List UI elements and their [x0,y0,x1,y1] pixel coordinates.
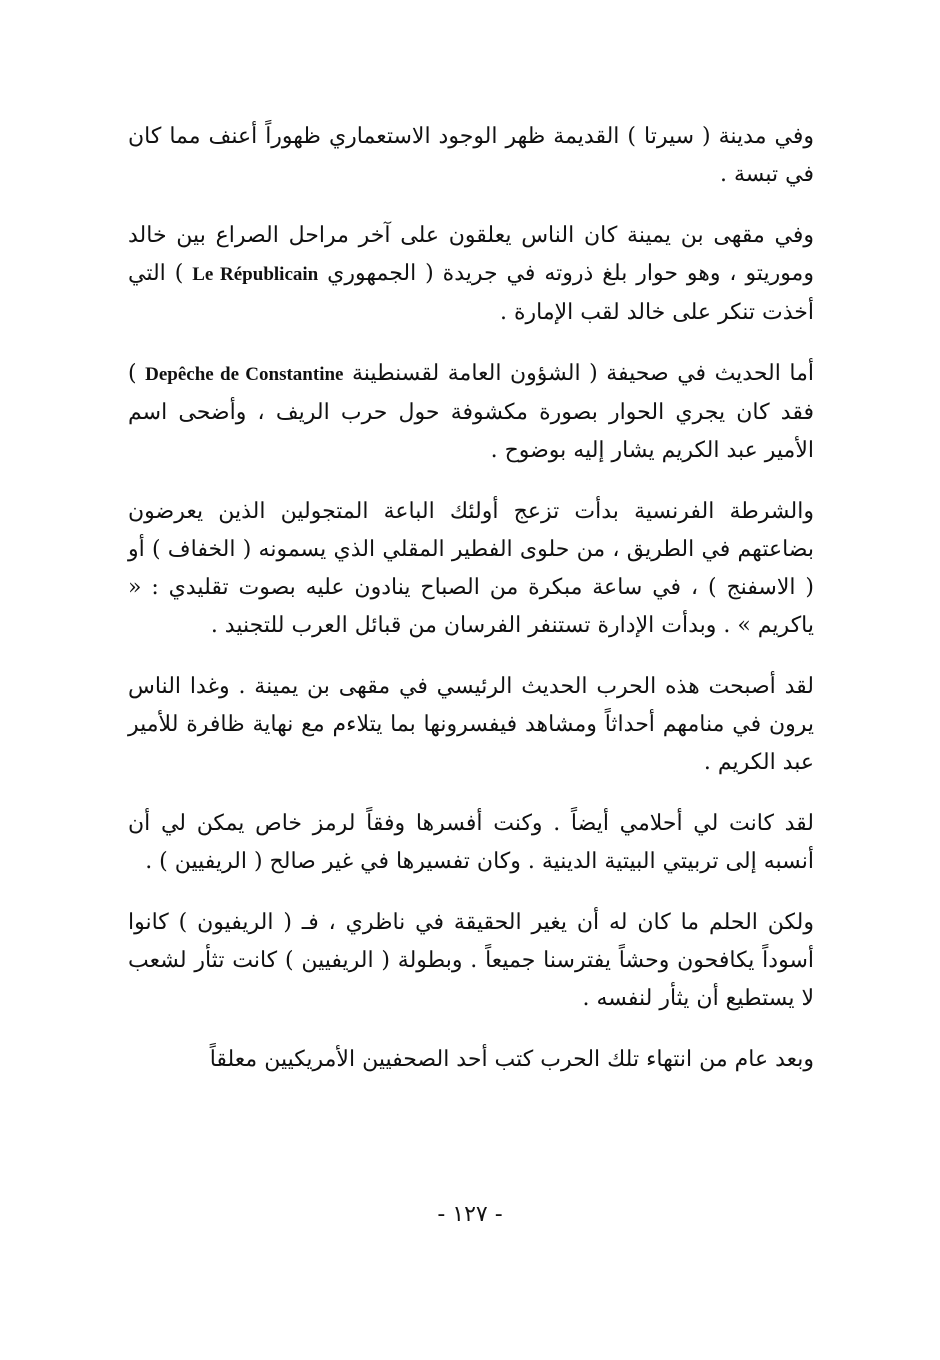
paragraph-5: لقد أصبحت هذه الحرب الحديث الرئيسي في مقهى بن يمينة . وغدا الناس يرون في منامهم أحداثاً ومشاهد فيفسرونها بما يتلاءم مع نهاية ظافرة للأمير عبد الكريم . [128,674,814,775]
paragraph-2-text-after: ) التي أخذت تنكر على خالد لقب الإمارة . [128,261,814,325]
page-body [128,118,814,1079]
newspaper-name-le-republicain: Le Républicain [192,264,319,285]
page-number: - ١٢٧ - [437,1202,503,1227]
paragraph-3-text-before: أما الحديث في صحيفة ( الشؤون العامة لقسنطينة [343,361,814,386]
newspaper-name-depeche-de-constantine: Depêche de Constantine [145,364,344,385]
paragraph-3 [128,355,814,470]
paragraph-4: والشرطة الفرنسية بدأت تزعج أولئك الباعة المتجولين الذين يعرضون بضاعتهم في الطريق ، من حلوى الفطير المقلي الذي يسمونه ( الخفاف ) أو ( الاسفنج ) ، في ساعة مبكرة من الصباح ينادون عليه بصوت تقليدي : « ياكريم » . وبدأت الإدارة تستنفر الفرسان من قبائل العرب للتجنيد . [128,499,814,638]
paragraph-3-text-after: ) فقد كان يجري الحوار بصورة مكشوفة حول حرب الريف ، وأضحى اسم الأمير عبد الكريم يشار إليه بوضوح . [128,361,814,463]
paragraph-8: وبعد عام من انتهاء تلك الحرب كتب أحد الصحفيين الأمريكيين معلقاً [209,1047,814,1072]
paragraph-2 [128,217,814,332]
paragraph-1: وفي مدينة ( سيرتا ) القديمة ظهر الوجود الاستعماري ظهوراً أعنف مما كان في تبسة . [128,124,814,187]
paragraph-2-text-before: وفي مقهى بن يمينة كان الناس يعلقون على آخر مراحل الصراع بين خالد وموريتو ، وهو حوار بلغ ذروته في جريدة ( الجمهوري [128,223,814,286]
paragraph-6: لقد كانت لي أحلامي أيضاً . وكنت أفسرها وفقاً لرمز خاص يمكن لي أن أنسبه إلى تربيتي البيتية الدينية . وكان تفسيرها في غير صالح ( الريفيين ) . [128,811,814,874]
paragraph-7: ولكن الحلم ما كان له أن يغير الحقيقة في ناظري ، فـ ( الريفيون ) كانوا أسوداً يكافحون وحشاً يفترسنا جميعاً . وبطولة ( الريفيين ) كانت تثأر لشعب لا يستطيع أن يثأر لنفسه . [128,910,814,1011]
